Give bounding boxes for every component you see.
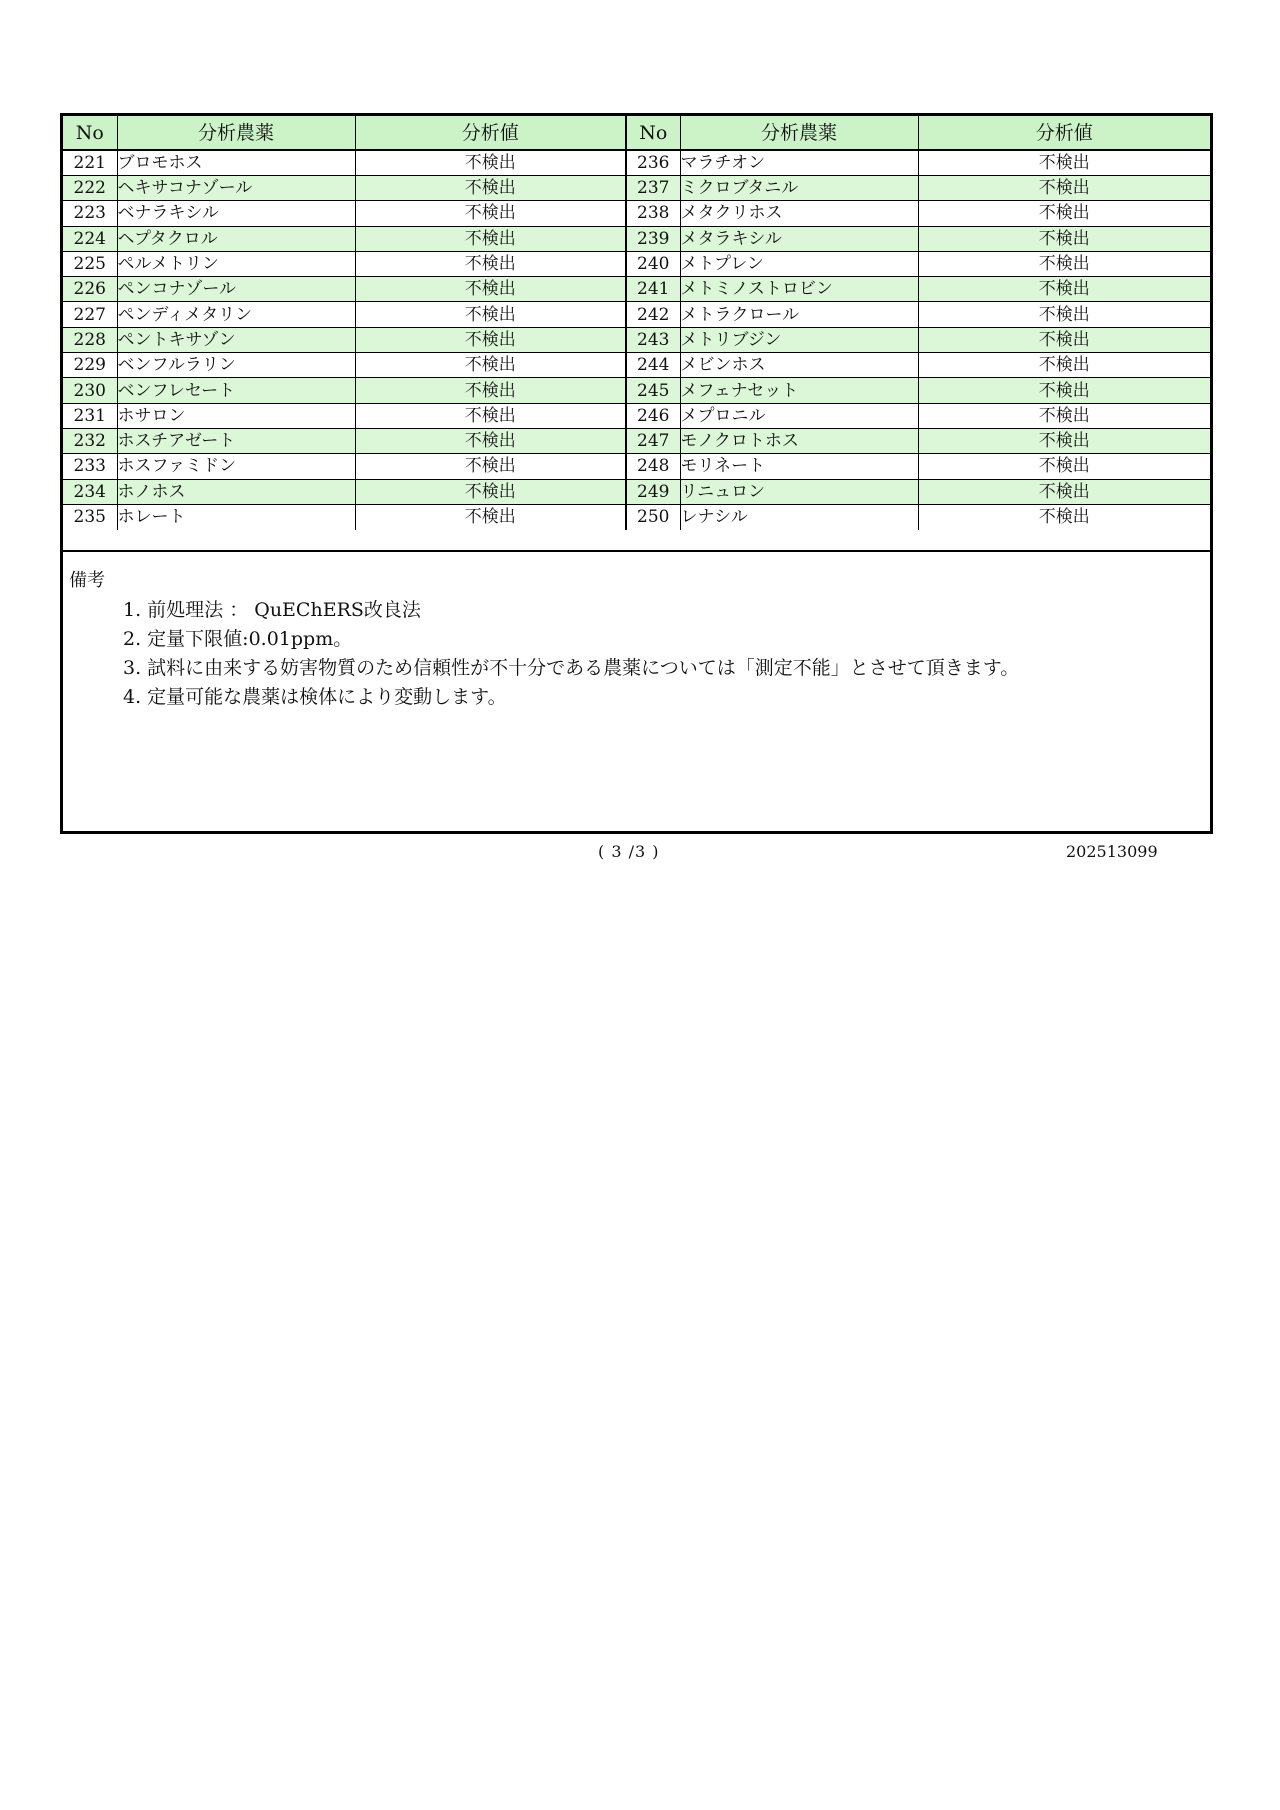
header-pesticide: 分析農薬 bbox=[117, 116, 355, 150]
analysis-value: 不検出 bbox=[918, 277, 1210, 302]
row-no: 223 bbox=[63, 201, 117, 226]
analysis-value: 不検出 bbox=[355, 201, 626, 226]
analysis-value: 不検出 bbox=[918, 251, 1210, 276]
row-no: 241 bbox=[626, 277, 680, 302]
remark-item: 3. 試料に由来する妨害物質のため信頼性が不十分である農薬については「測定不能」とさせて頂きます。 bbox=[123, 657, 1020, 679]
table-row bbox=[63, 479, 1210, 504]
pesticide-name: ホスファミドン bbox=[117, 454, 355, 479]
analysis-value: 不検出 bbox=[355, 327, 626, 352]
row-no: 249 bbox=[626, 479, 680, 504]
table-row bbox=[63, 327, 1210, 352]
pesticide-name: ホレート bbox=[117, 504, 355, 529]
analysis-value: 不検出 bbox=[355, 454, 626, 479]
pesticide-name: ホノホス bbox=[117, 479, 355, 504]
remark-item: 4. 定量可能な農薬は検体により変動します。 bbox=[123, 686, 507, 708]
analysis-value: 不検出 bbox=[355, 403, 626, 428]
pesticide-name: ベンフレセート bbox=[117, 378, 355, 403]
row-no: 222 bbox=[63, 176, 117, 201]
analysis-value: 不検出 bbox=[355, 504, 626, 529]
header-value: 分析値 bbox=[918, 116, 1210, 150]
row-no: 235 bbox=[63, 504, 117, 529]
pesticide-name: メタラキシル bbox=[680, 226, 918, 251]
analysis-value: 不検出 bbox=[355, 251, 626, 276]
header-no: No bbox=[626, 116, 680, 150]
pesticide-name: レナシル bbox=[680, 504, 918, 529]
pesticide-name: リニュロン bbox=[680, 479, 918, 504]
table-row bbox=[63, 353, 1210, 378]
row-no: 221 bbox=[63, 150, 117, 176]
table-row bbox=[63, 403, 1210, 428]
pesticide-name: ホサロン bbox=[117, 403, 355, 428]
pesticide-name: メプロニル bbox=[680, 403, 918, 428]
results-table bbox=[63, 116, 1210, 530]
row-no: 245 bbox=[626, 378, 680, 403]
pesticide-name: メトラクロール bbox=[680, 302, 918, 327]
row-no: 225 bbox=[63, 251, 117, 276]
row-no: 231 bbox=[63, 403, 117, 428]
row-no: 237 bbox=[626, 176, 680, 201]
analysis-value: 不検出 bbox=[355, 479, 626, 504]
pesticide-name: モリネート bbox=[680, 454, 918, 479]
analysis-value: 不検出 bbox=[918, 226, 1210, 251]
pesticide-name: マラチオン bbox=[680, 150, 918, 176]
row-no: 230 bbox=[63, 378, 117, 403]
pesticide-name: ペルメトリン bbox=[117, 251, 355, 276]
table-row bbox=[63, 302, 1210, 327]
header-no: No bbox=[63, 116, 117, 150]
analysis-value: 不検出 bbox=[918, 479, 1210, 504]
analysis-value: 不検出 bbox=[918, 176, 1210, 201]
row-no: 244 bbox=[626, 353, 680, 378]
row-no: 233 bbox=[63, 454, 117, 479]
row-no: 228 bbox=[63, 327, 117, 352]
pesticide-name: ブロモホス bbox=[117, 150, 355, 176]
analysis-value: 不検出 bbox=[355, 277, 626, 302]
row-no: 234 bbox=[63, 479, 117, 504]
analysis-value: 不検出 bbox=[918, 378, 1210, 403]
analysis-value: 不検出 bbox=[355, 353, 626, 378]
analysis-value: 不検出 bbox=[918, 150, 1210, 176]
table-row bbox=[63, 504, 1210, 529]
analysis-value: 不検出 bbox=[918, 454, 1210, 479]
analysis-value: 不検出 bbox=[355, 226, 626, 251]
pesticide-name: メビンホス bbox=[680, 353, 918, 378]
analysis-value: 不検出 bbox=[355, 176, 626, 201]
analysis-value: 不検出 bbox=[918, 327, 1210, 352]
table-row bbox=[63, 251, 1210, 276]
pesticide-name: ミクロブタニル bbox=[680, 176, 918, 201]
analysis-value: 不検出 bbox=[918, 353, 1210, 378]
row-no: 224 bbox=[63, 226, 117, 251]
pesticide-name: ヘプタクロル bbox=[117, 226, 355, 251]
row-no: 243 bbox=[626, 327, 680, 352]
remarks-list bbox=[123, 596, 1019, 712]
table-row bbox=[63, 201, 1210, 226]
pesticide-name: ペンコナゾール bbox=[117, 277, 355, 302]
pesticide-name: メタクリホス bbox=[680, 201, 918, 226]
row-no: 242 bbox=[626, 302, 680, 327]
row-no: 248 bbox=[626, 454, 680, 479]
pesticide-name: ペントキサゾン bbox=[117, 327, 355, 352]
row-no: 236 bbox=[626, 150, 680, 176]
remark-item: 1. 前処理法 ： QuEChERS改良法 bbox=[123, 599, 421, 621]
analysis-value: 不検出 bbox=[918, 302, 1210, 327]
table-row bbox=[63, 150, 1210, 176]
analysis-value: 不検出 bbox=[918, 504, 1210, 529]
row-no: 226 bbox=[63, 277, 117, 302]
analysis-value: 不検出 bbox=[355, 302, 626, 327]
pesticide-name: ベナラキシル bbox=[117, 201, 355, 226]
pesticide-name: ヘキサコナゾール bbox=[117, 176, 355, 201]
report-id: 202513099 bbox=[1066, 842, 1158, 861]
row-no: 239 bbox=[626, 226, 680, 251]
row-no: 238 bbox=[626, 201, 680, 226]
analysis-value: 不検出 bbox=[355, 428, 626, 453]
table-row bbox=[63, 378, 1210, 403]
pesticide-name: メフェナセット bbox=[680, 378, 918, 403]
pesticide-name: メトリブジン bbox=[680, 327, 918, 352]
row-no: 227 bbox=[63, 302, 117, 327]
row-no: 246 bbox=[626, 403, 680, 428]
table-row bbox=[63, 428, 1210, 453]
analysis-value: 不検出 bbox=[918, 403, 1210, 428]
remark-item: 2. 定量下限値:0.01ppm。 bbox=[123, 628, 353, 650]
pesticide-name: メトミノストロビン bbox=[680, 277, 918, 302]
analysis-value: 不検出 bbox=[918, 201, 1210, 226]
header-value: 分析値 bbox=[355, 116, 626, 150]
row-no: 229 bbox=[63, 353, 117, 378]
pesticide-name: ベンフルラリン bbox=[117, 353, 355, 378]
row-no: 250 bbox=[626, 504, 680, 529]
pesticide-name: ペンディメタリン bbox=[117, 302, 355, 327]
page-number: ( 3 /3 ) bbox=[598, 842, 660, 861]
results-frame bbox=[60, 113, 1213, 834]
analysis-value: 不検出 bbox=[355, 150, 626, 176]
table-row bbox=[63, 454, 1210, 479]
analysis-value: 不検出 bbox=[918, 428, 1210, 453]
pesticide-name: メトプレン bbox=[680, 251, 918, 276]
table-row bbox=[63, 277, 1210, 302]
header-pesticide: 分析農薬 bbox=[680, 116, 918, 150]
remarks-title: 備考 bbox=[69, 570, 105, 591]
pesticide-name: モノクロトホス bbox=[680, 428, 918, 453]
remarks-section bbox=[63, 550, 1210, 831]
table-row bbox=[63, 176, 1210, 201]
row-no: 232 bbox=[63, 428, 117, 453]
row-no: 247 bbox=[626, 428, 680, 453]
table-row bbox=[63, 226, 1210, 251]
pesticide-name: ホスチアゼート bbox=[117, 428, 355, 453]
analysis-value: 不検出 bbox=[355, 378, 626, 403]
row-no: 240 bbox=[626, 251, 680, 276]
header-row bbox=[63, 116, 1210, 150]
